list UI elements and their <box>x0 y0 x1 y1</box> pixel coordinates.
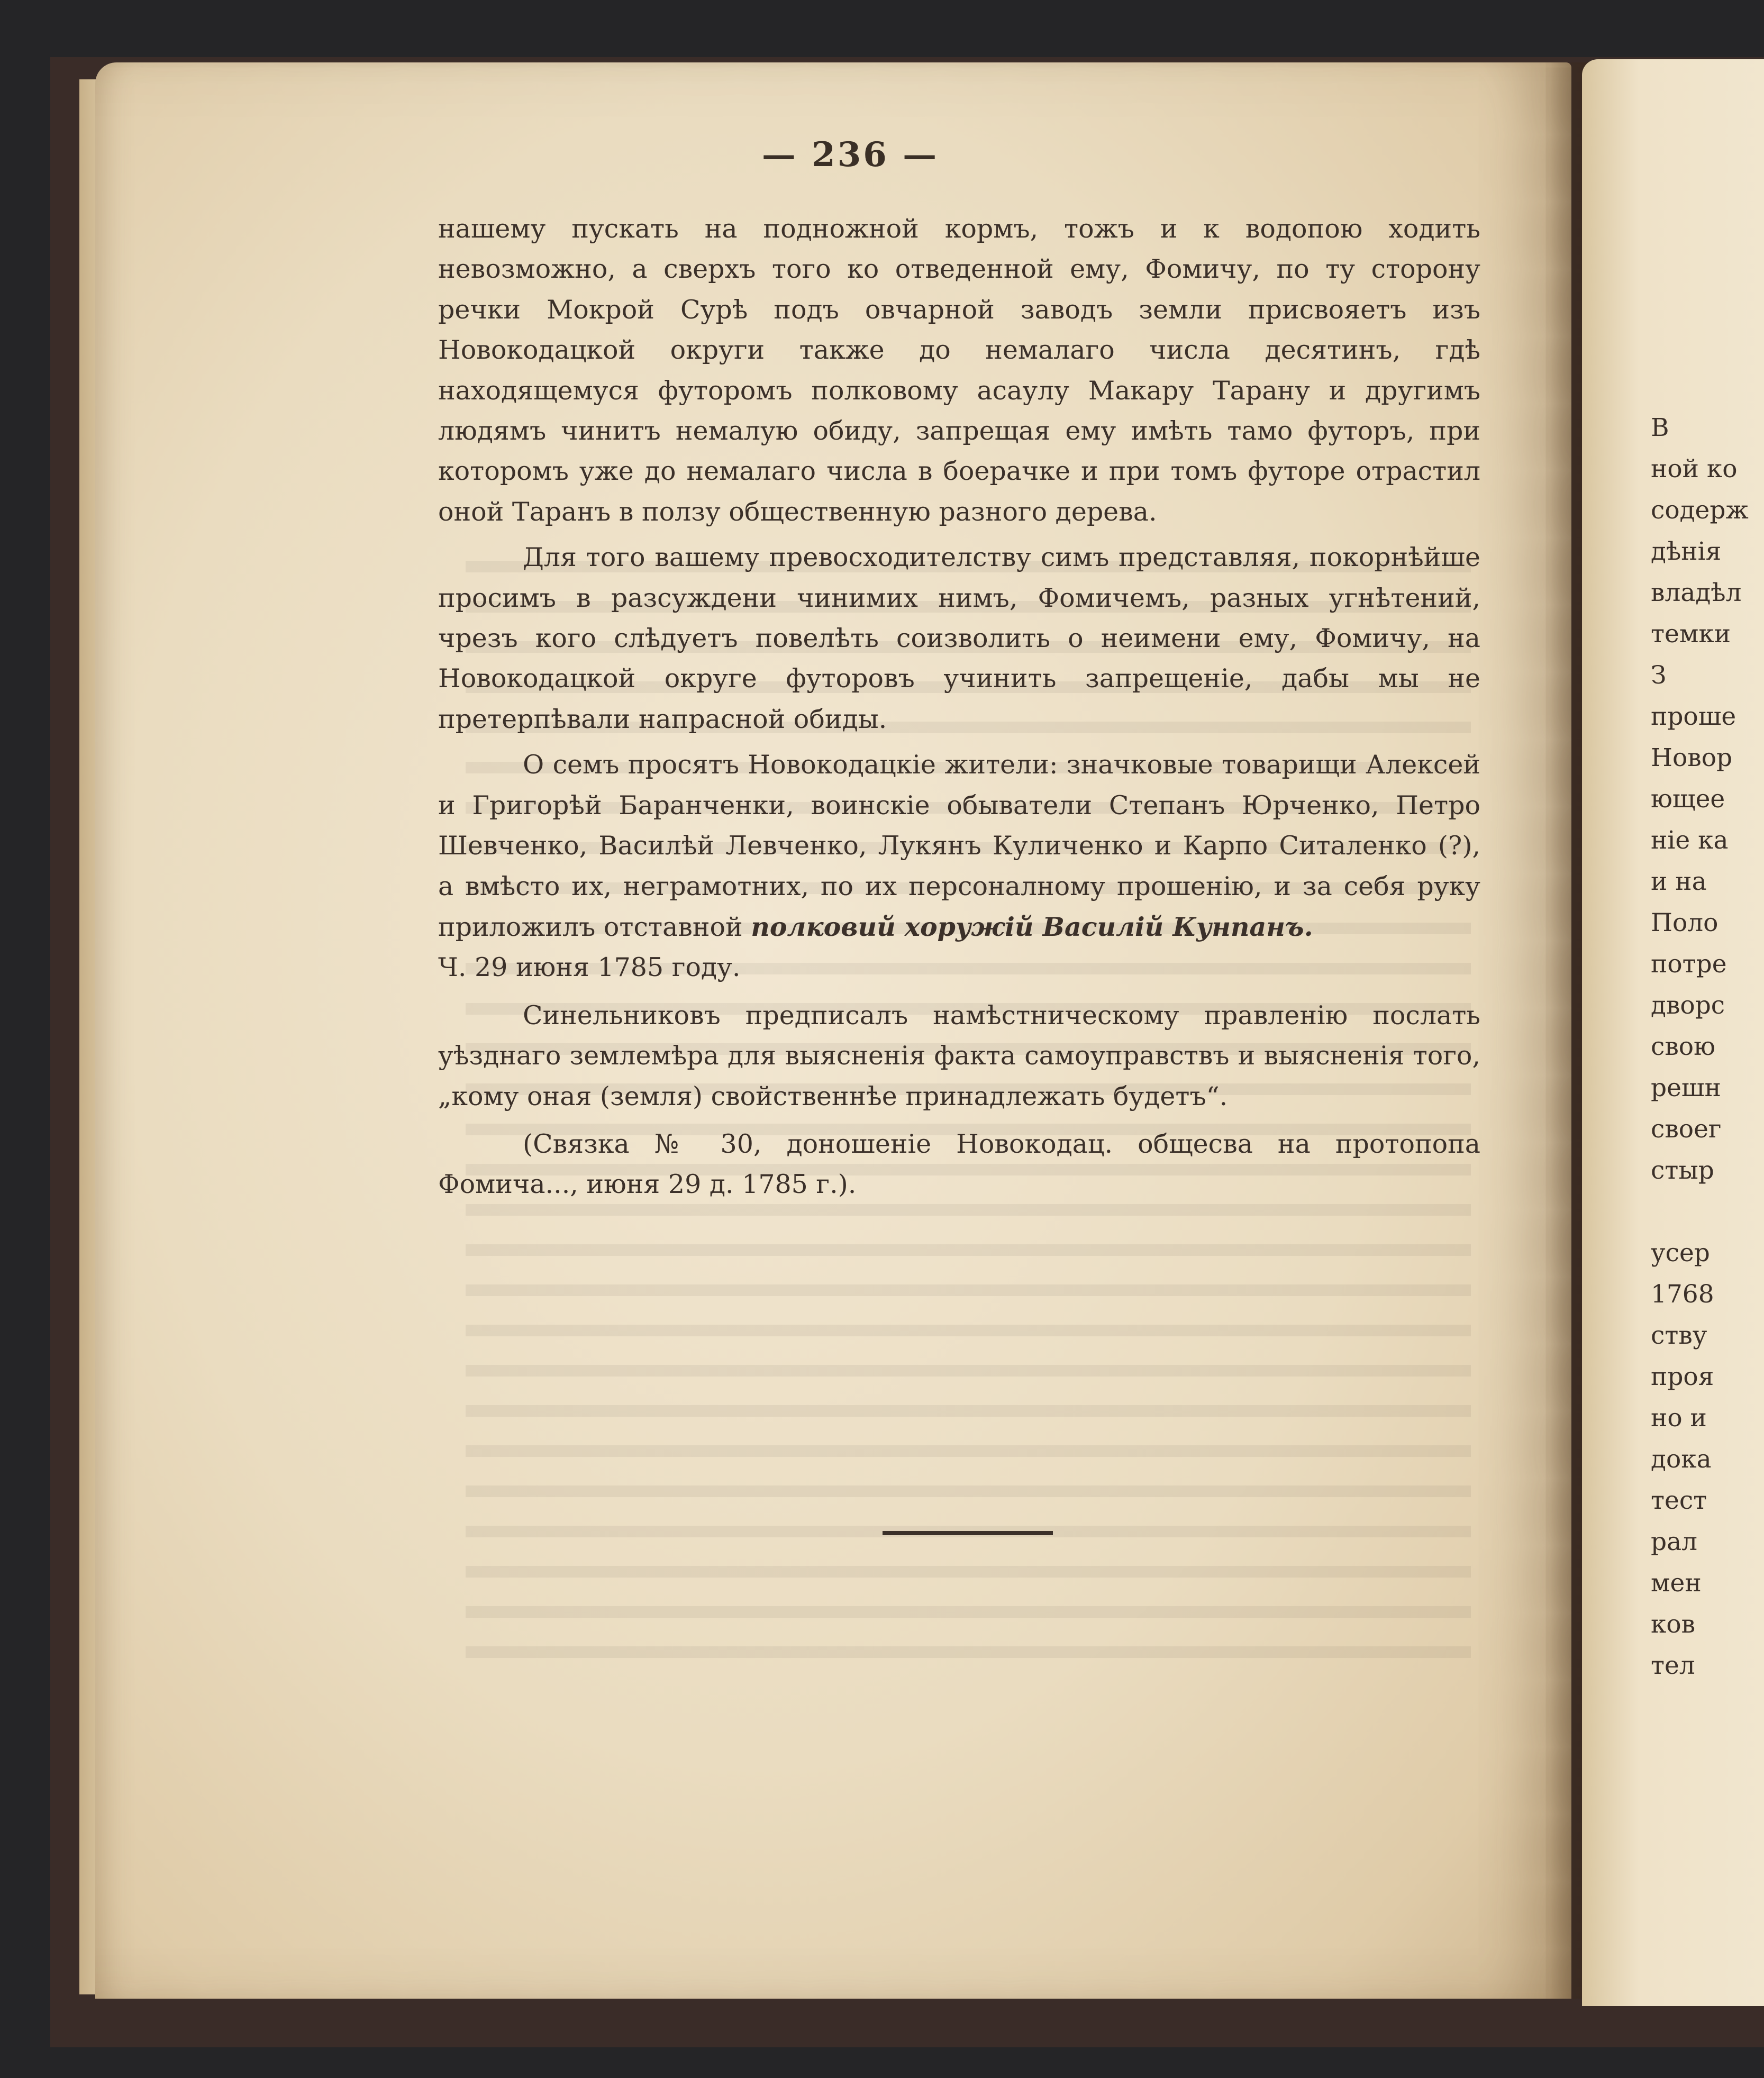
paragraph-5: (Связка № 30, доношеніе Новокодац. общесва на протопопа Фомича..., июня 29 д. 1785 г.). <box>438 1128 1480 1200</box>
end-rule <box>883 1531 1053 1535</box>
page-number: — 236 — <box>761 135 939 175</box>
paragraph-2: Для того вашему превосходителству симъ представляя, покорнѣйше просимъ в разсуждени чинимих нимъ, Фомичемъ, разных угнѣтений, чрезъ кого слѣдуетъ повелѣть соизволить о неимени ему, Фомичу, на Новокодацкой округе футоровъ учинить запрещеніе, дабы мы не претерпѣвали напрасной обиды. <box>438 542 1480 734</box>
page-body <box>438 209 1480 1210</box>
right-page-text: В ной ко содерж дѣнія владѣл темки З проше Новор ющее ніе ка и на Поло потре дворс свою решн своег стыр усер 1768 ству проя но и дока тест рал мен ков тел <box>1651 413 1749 1680</box>
paragraph-4: Синельниковъ предписалъ намѣстническому правленію послать уѣзднаго землемѣра для выясненія факта самоуправствъ и выясненія того, „кому оная (земля) свойственнѣе принадлежать будетъ“. <box>438 1000 1480 1111</box>
signature-italic: полковий хоружій Василій Кунпанъ. <box>751 911 1313 942</box>
paragraph-3-text: О семъ просятъ Новокодацкіе жители: значковые товарищи Алексей и Григорѣй Баранченки, воинскіе обыватели Степанъ Юрченко, Петро Шевченко, Василѣй Левченко, Лукянъ Куличенко и Карпо Ситаленко (?), а вмѣсто их, неграмотних, по их персоналному прошенію, и за себя руку приложилъ отставной <box>438 750 1480 942</box>
date-line: Ч. 29 июня 1785 году. <box>438 952 741 983</box>
page-number-header <box>0 135 1764 175</box>
paragraph-3 <box>438 745 1480 988</box>
paragraph-1: нашему пускать на подножной кормъ, тожъ и к водопою ходить невозможно, а сверхъ того ко отведенной ему, Фомичу, по ту сторону речки Мокрой Сурѣ подъ овчарной заводъ земли присвояетъ изъ Новокодацкой округи также до немалаго числа десятинъ, гдѣ находящемуся футоромъ полковому асаулу Макару Тарану и другимъ людямъ чинитъ немалую обиду, запрещая ему имѣть тамо футоръ, при которомъ уже до немалаго числа в боерачке и при томъ футоре отрастил оной Таранъ в ползу общественную разного дерева. <box>438 214 1480 527</box>
